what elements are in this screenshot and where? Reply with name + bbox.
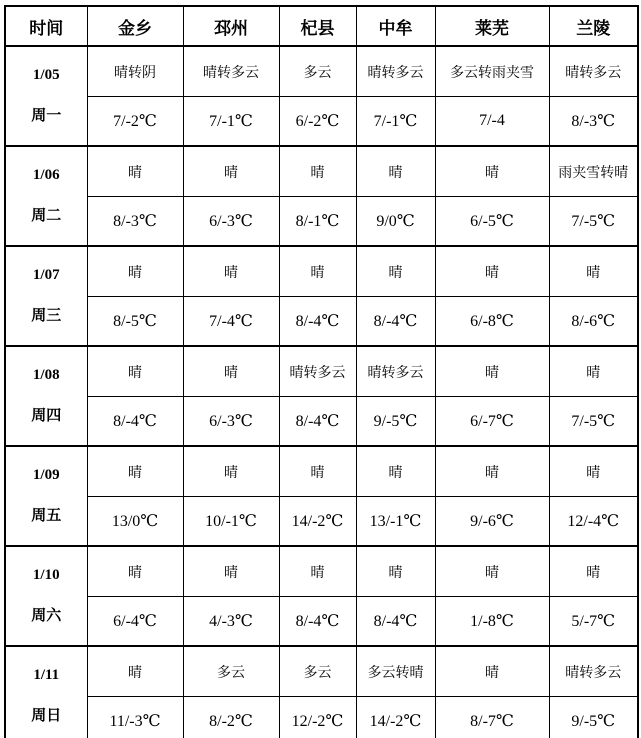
day-weather-row: [5, 646, 638, 697]
weather-cell: 晴: [87, 346, 183, 397]
date-label: 1/11: [33, 667, 60, 683]
weather-cell: 多云: [183, 646, 279, 697]
temp-cell: 12/-4℃: [549, 497, 638, 547]
city-header-cell: 金乡: [87, 6, 183, 46]
weather-cell: 晴: [87, 146, 183, 197]
temp-cell: 8/-4℃: [279, 397, 356, 447]
date-cell: [5, 246, 87, 346]
temp-cell: 5/-7℃: [549, 597, 638, 647]
day-temp-row: [5, 297, 638, 347]
weather-cell: 晴转多云: [183, 46, 279, 97]
temp-cell: 8/-4℃: [87, 397, 183, 447]
weather-cell: 晴: [435, 346, 549, 397]
weather-cell: 晴: [279, 246, 356, 297]
temp-cell: 8/-3℃: [87, 197, 183, 247]
weekday-label: 周四: [31, 408, 62, 424]
weather-cell: 晴转多云: [279, 346, 356, 397]
temp-cell: 1/-8℃: [435, 597, 549, 647]
day-temp-row: [5, 197, 638, 247]
temp-cell: 4/-3℃: [183, 597, 279, 647]
temp-cell: 7/-1℃: [183, 97, 279, 147]
weather-cell: 晴: [279, 546, 356, 597]
temp-cell: 8/-4℃: [279, 597, 356, 647]
date-cell-inner: [6, 47, 87, 145]
temp-cell: 9/-5℃: [356, 397, 435, 447]
time-header-cell: 时间: [5, 6, 87, 46]
temp-cell: 7/-4℃: [183, 297, 279, 347]
weather-cell: 晴: [183, 146, 279, 197]
date-cell-inner: [6, 347, 87, 445]
weather-cell: 晴: [87, 246, 183, 297]
temp-cell: 14/-2℃: [356, 697, 435, 738]
weather-cell: 晴: [87, 446, 183, 497]
date-label: 1/07: [32, 267, 60, 283]
weather-cell: 多云: [279, 46, 356, 97]
weather-cell: 晴转多云: [549, 646, 638, 697]
weather-cell: 晴: [87, 546, 183, 597]
day-weather-row: [5, 446, 638, 497]
temp-cell: 7/-2℃: [87, 97, 183, 147]
weather-cell: 晴: [279, 146, 356, 197]
weather-cell: 晴: [356, 246, 435, 297]
day-temp-row: [5, 97, 638, 147]
day-temp-row: [5, 497, 638, 547]
temp-cell: 6/-4℃: [87, 597, 183, 647]
weather-cell: 晴: [549, 546, 638, 597]
city-header-cell: 杞县: [279, 6, 356, 46]
weather-cell: 晴: [87, 646, 183, 697]
temp-cell: 6/-3℃: [183, 197, 279, 247]
weekday-label: 周二: [31, 208, 62, 224]
weather-cell: 雨夹雪转晴: [549, 146, 638, 197]
day-temp-row: [5, 397, 638, 447]
city-header-cell: 邳州: [183, 6, 279, 46]
day-weather-row: [5, 546, 638, 597]
temp-cell: 13/0℃: [87, 497, 183, 547]
weather-cell: 晴: [435, 146, 549, 197]
temp-cell: 8/-4℃: [356, 297, 435, 347]
weather-cell: 晴: [356, 146, 435, 197]
temp-cell: 8/-5℃: [87, 297, 183, 347]
temp-cell: 7/-5℃: [549, 397, 638, 447]
day-weather-row: [5, 346, 638, 397]
weekday-label: 周六: [31, 608, 62, 624]
weather-cell: 晴: [183, 246, 279, 297]
weekday-label: 周三: [31, 308, 62, 324]
weather-cell: 晴: [356, 446, 435, 497]
temp-cell: 14/-2℃: [279, 497, 356, 547]
temp-cell: 8/-6℃: [549, 297, 638, 347]
weather-cell: 晴: [356, 546, 435, 597]
date-label: 1/08: [32, 367, 60, 383]
date-label: 1/06: [32, 167, 60, 183]
weather-cell: 晴: [279, 446, 356, 497]
date-label: 1/09: [32, 467, 60, 483]
weather-cell: 晴: [183, 546, 279, 597]
temp-cell: 13/-1℃: [356, 497, 435, 547]
temp-cell: 9/-5℃: [549, 697, 638, 738]
city-header-cell: 兰陵: [549, 6, 638, 46]
temp-cell: 8/-7℃: [435, 697, 549, 738]
temp-cell: 8/-1℃: [279, 197, 356, 247]
weather-cell: 晴转多云: [356, 46, 435, 97]
date-label: 1/05: [32, 67, 60, 83]
weekday-label: 周一: [31, 108, 62, 124]
temp-cell: 8/-3℃: [549, 97, 638, 147]
date-cell: [5, 346, 87, 446]
temp-cell: 8/-4℃: [356, 597, 435, 647]
temp-cell: 6/-2℃: [279, 97, 356, 147]
day-weather-row: [5, 146, 638, 197]
weather-cell: 晴: [435, 546, 549, 597]
weather-cell: 晴: [549, 446, 638, 497]
weather-cell: 晴: [435, 446, 549, 497]
weather-cell: 晴: [183, 346, 279, 397]
temp-cell: 9/0℃: [356, 197, 435, 247]
temp-cell: 11/-3℃: [87, 697, 183, 738]
temp-cell: 8/-4℃: [279, 297, 356, 347]
date-cell: [5, 46, 87, 146]
weather-cell: 晴转阴: [87, 46, 183, 97]
date-cell: [5, 546, 87, 646]
day-weather-row: [5, 246, 638, 297]
day-temp-row: [5, 697, 638, 738]
date-cell-inner: [6, 147, 87, 245]
date-cell: [5, 446, 87, 546]
temp-cell: 7/-1℃: [356, 97, 435, 147]
temp-cell: 9/-6℃: [435, 497, 549, 547]
day-temp-row: [5, 597, 638, 647]
date-cell-inner: [6, 647, 87, 738]
temp-cell: 10/-1℃: [183, 497, 279, 547]
weather-cell: 多云转雨夹雪: [435, 46, 549, 97]
city-header-cell: 中牟: [356, 6, 435, 46]
date-label: 1/10: [32, 567, 60, 583]
temp-cell: 6/-7℃: [435, 397, 549, 447]
temp-cell: 8/-2℃: [183, 697, 279, 738]
date-cell-inner: [6, 247, 87, 345]
weather-cell: 晴: [183, 446, 279, 497]
temp-cell: 7/-4: [435, 97, 549, 147]
temp-cell: 6/-3℃: [183, 397, 279, 447]
weather-cell: 晴转多云: [549, 46, 638, 97]
weather-cell: 晴: [435, 646, 549, 697]
date-cell-inner: [6, 547, 87, 645]
weather-cell: 晴转多云: [356, 346, 435, 397]
date-cell: [5, 646, 87, 738]
day-weather-row: [5, 46, 638, 97]
temp-cell: 6/-5℃: [435, 197, 549, 247]
temp-cell: 6/-8℃: [435, 297, 549, 347]
weather-table: [4, 5, 639, 738]
city-header-cell: 莱芜: [435, 6, 549, 46]
weather-cell: 晴: [549, 246, 638, 297]
weekday-label: 周五: [31, 508, 62, 524]
weekday-label: 周日: [31, 708, 62, 724]
temp-cell: 12/-2℃: [279, 697, 356, 738]
weather-cell: 晴: [435, 246, 549, 297]
date-cell-inner: [6, 447, 87, 545]
temp-cell: 7/-5℃: [549, 197, 638, 247]
weather-cell: 晴: [549, 346, 638, 397]
weather-cell: 多云转晴: [356, 646, 435, 697]
date-cell: [5, 146, 87, 246]
header-row: [5, 6, 638, 46]
weather-cell: 多云: [279, 646, 356, 697]
